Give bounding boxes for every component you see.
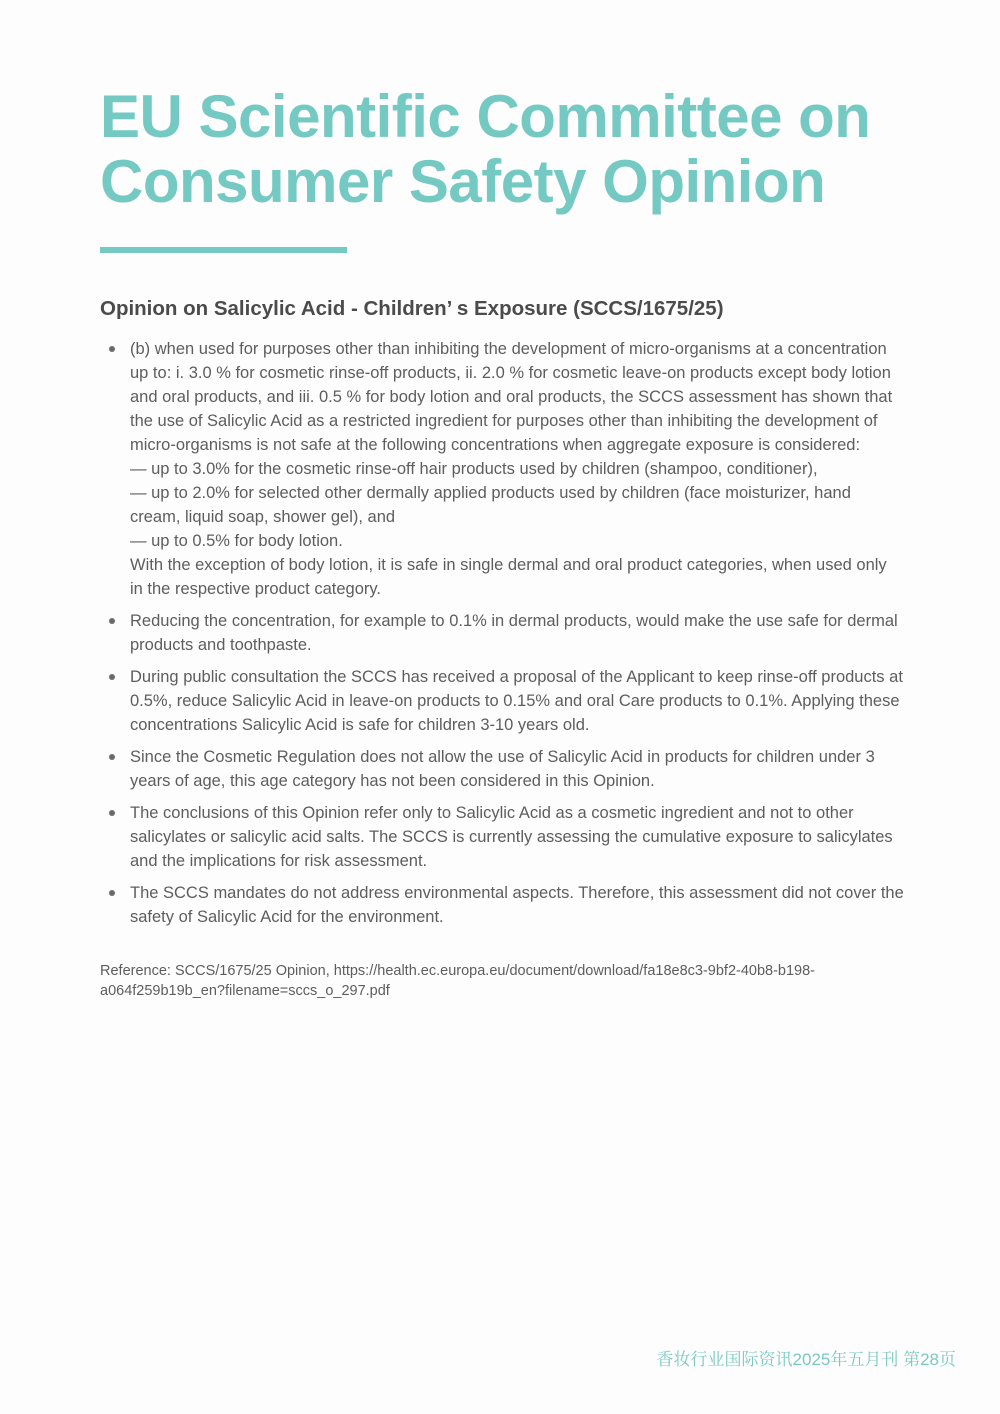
bullet-dot-icon <box>109 754 115 760</box>
bullet-list <box>100 337 904 929</box>
article-heading: Opinion on Salicylic Acid - Children’ s Exposure (SCCS/1675/25) <box>100 297 724 320</box>
bullet-subitem: — up to 2.0% for selected other dermally applied products used by children (face moisturizer, hand cream, liquid soap, shower gel), and <box>130 484 851 526</box>
reference-text <box>100 961 904 1001</box>
page-title-line-2: Consumer Safety Opinion <box>100 148 826 215</box>
bullet-text: The SCCS mandates do not address environmental aspects. Therefore, this assessment did not cover the safety of Salicylic Acid for the environment. <box>130 884 904 926</box>
bullet-item <box>100 801 904 873</box>
bullet-subitem: — up to 0.5% for body lotion. <box>130 532 343 550</box>
footer-page-label: 香妆行业国际资讯2025年五月刊 第28页 <box>656 1350 956 1369</box>
bullet-subitems <box>130 457 904 553</box>
bullet-text: (b) when used for purposes other than inhibiting the development of micro-organisms at a concentration up to: i. 3.0 % for cosmetic rinse-off products, ii. 2.0 % for cosmetic leave-on products except body lotion and oral products, and iii. 0.5 % for body lotion and oral products, the SCCS assessment has shown that the use of Salicylic Acid as a restricted ingredient for purposes other than inhibiting the development of micro-organisms is not safe at the following concentrations when aggregate exposure is considered: <box>130 340 893 454</box>
bullet-item <box>100 337 904 601</box>
bullet-dot-icon <box>109 810 115 816</box>
bullet-item <box>100 745 904 793</box>
bullet-text: Reducing the concentration, for example to 0.1% in dermal products, would make the use safe for dermal products and toothpaste. <box>130 612 898 654</box>
bullet-dot-icon <box>109 890 115 896</box>
bullet-note: With the exception of body lotion, it is safe in single dermal and oral product categories, when used only in the respective product category. <box>130 556 887 598</box>
page-title-line-1: EU Scientific Committee on <box>100 83 871 150</box>
bullet-text: Since the Cosmetic Regulation does not allow the use of Salicylic Acid in products for children under 3 years of age, this age category has not been considered in this Opinion. <box>130 748 875 790</box>
reference-line-2: a064f259b19b_en?filename=sccs_o_297.pdf <box>100 983 390 999</box>
reference-line-1: Reference: SCCS/1675/25 Opinion, https://health.ec.europa.eu/document/download/fa18e8c3-9bf2-40b8-b198- <box>100 963 816 979</box>
bullet-dot-icon <box>109 674 115 680</box>
bullet-item <box>100 881 904 929</box>
bullet-text: During public consultation the SCCS has received a proposal of the Applicant to keep rinse-off products at 0.5%, reduce Salicylic Acid in leave-on products to 0.15% and oral Care products to 0.1%. Applying these concentrations Salicylic Acid is safe for children 3-10 years old. <box>130 668 903 734</box>
page-title <box>100 84 904 214</box>
bullet-item <box>100 609 904 657</box>
bullet-item <box>100 665 904 737</box>
title-underline-rule <box>100 247 347 253</box>
bullet-subitem: — up to 3.0% for the cosmetic rinse-off hair products used by children (shampoo, conditioner), <box>130 460 818 478</box>
bullet-dot-icon <box>109 618 115 624</box>
bullet-text: The conclusions of this Opinion refer only to Salicylic Acid as a cosmetic ingredient and not to other salicylates or salicylic acid salts. The SCCS is currently assessing the cumulative exposure to salicylates and the implications for risk assessment. <box>130 804 893 870</box>
bullet-dot-icon <box>109 346 115 352</box>
